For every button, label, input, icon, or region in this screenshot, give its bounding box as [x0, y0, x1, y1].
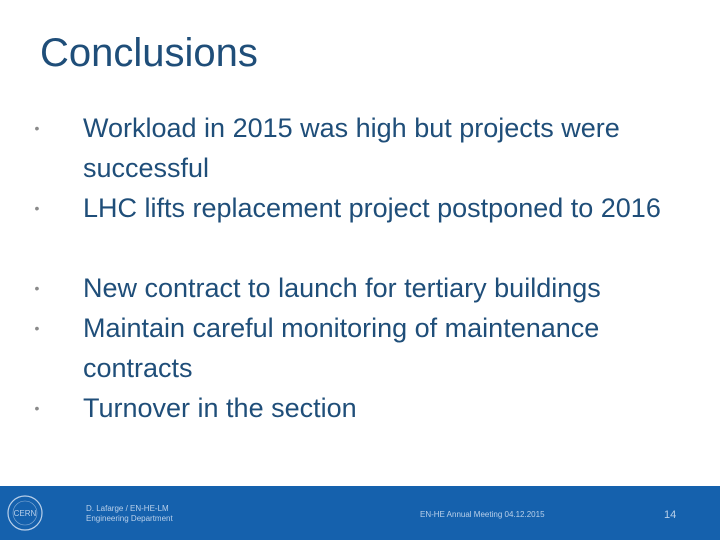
bullet-item [30, 268, 690, 308]
bullet-item [30, 108, 690, 188]
footer-department: Engineering Department [86, 514, 173, 523]
footer-author: D. Lafarge / EN-HE-LM [86, 504, 169, 513]
bullet-text: Turnover in the section [83, 393, 357, 423]
bullet-item [30, 188, 690, 268]
bullet-dot-icon: • [34, 200, 40, 216]
footer-bar [0, 486, 720, 540]
bullet-text: Maintain careful monitoring of maintenance contracts [83, 313, 600, 383]
bullet-list [30, 108, 690, 428]
cern-logo-text: CERN [13, 509, 37, 518]
bullet-text: Workload in 2015 was high but projects were successful [83, 113, 620, 183]
cern-logo-icon [6, 494, 44, 532]
bullet-dot-icon: • [34, 120, 40, 136]
footer-event: EN-HE Annual Meeting 04.12.2015 [420, 510, 545, 519]
bullet-item [30, 308, 690, 388]
slide-title: Conclusions [40, 31, 258, 75]
bullet-dot-icon: • [34, 400, 40, 416]
bullet-dot-icon: • [34, 320, 40, 336]
bullet-text: New contract to launch for tertiary buildings [83, 273, 601, 303]
bullet-item [30, 388, 690, 428]
bullet-text: LHC lifts replacement project postponed to 2016 [83, 193, 661, 223]
bullet-dot-icon: • [34, 280, 40, 296]
page-number: 14 [664, 509, 677, 521]
footer-author-block [86, 504, 173, 524]
